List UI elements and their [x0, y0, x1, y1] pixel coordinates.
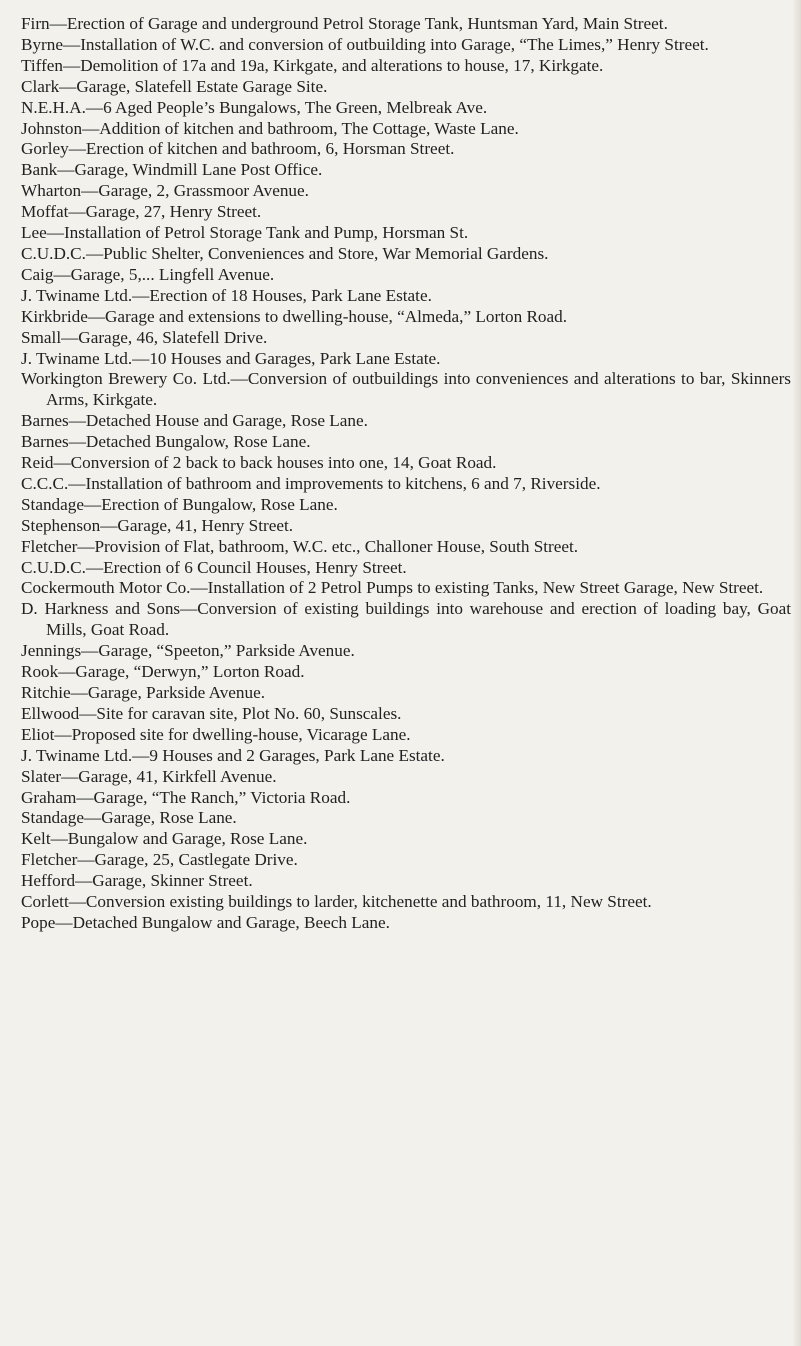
list-item: Ellwood—Site for caravan site, Plot No. 60, Sunscales. — [21, 703, 402, 723]
list-item: N.E.H.A.—6 Aged People’s Bungalows, The Green, Melbreak Ave. — [21, 97, 488, 117]
list-item: Fletcher—Garage, 25, Castlegate Drive. — [21, 850, 298, 870]
list-item: Standage—Erection of Bungalow, Rose Lane. — [21, 494, 338, 514]
list-item: Byrne—Installation of W.C. and conversion of outbuilding into Garage, “The Limes,” Henry Street. — [21, 34, 709, 54]
list-item: J. Twiname Ltd.—10 Houses and Garages, Park Lane Estate. — [21, 348, 441, 368]
list-item: Ritchie—Garage, Parkside Avenue. — [21, 683, 266, 702]
list-item: Eliot—Proposed site for dwelling-house, Vicarage Lane. — [21, 724, 411, 744]
list-item: Rook—Garage, “Derwyn,” Lorton Road. — [21, 662, 305, 682]
list-item: Johnston—Addition of kitchen and bathroom, The Cottage, Waste Lane. — [21, 118, 519, 138]
list-item: Jennings—Garage, “Speeton,” Parkside Avenue. — [21, 641, 355, 661]
list-item: Lee—Installation of Petrol Storage Tank and Pump, Horsman St. — [21, 223, 469, 243]
list-item: C.U.D.C.—Erection of 6 Council Houses, Henry Street. — [21, 557, 407, 577]
list-item: Barnes—Detached Bungalow, Rose Lane. — [21, 432, 311, 452]
list-item: C.U.D.C.—Public Shelter, Conveniences and Store, War Memorial Gardens. — [21, 243, 549, 263]
page-edge-shadow — [792, 0, 801, 1346]
list-item: Caig—Garage, 5,... Lingfell Avenue. — [21, 264, 275, 284]
list-item: Bank—Garage, Windmill Lane Post Office. — [21, 160, 323, 180]
list-item: Firn—Erection of Garage and underground Petrol Storage Tank, Huntsman Yard, Main Street. — [21, 14, 668, 33]
planning-application-list — [21, 14, 791, 934]
list-item: Clark—Garage, Slatefell Estate Garage Site. — [21, 76, 328, 96]
list-item: J. Twiname Ltd.—Erection of 18 Houses, Park Lane Estate. — [21, 285, 432, 305]
list-item: Moffat—Garage, 27, Henry Street. — [21, 202, 262, 222]
list-item: Workington Brewery Co. Ltd.—Conversion of outbuildings into conveniences and alterations to bar, Skinners Arms, Kirkgate. — [21, 369, 791, 410]
list-item: Stephenson—Garage, 41, Henry Street. — [21, 515, 294, 535]
list-item: Standage—Garage, Rose Lane. — [21, 808, 237, 828]
list-item: Graham—Garage, “The Ranch,” Victoria Road. — [21, 787, 351, 807]
list-item: Hefford—Garage, Skinner Street. — [21, 871, 253, 891]
list-item: Cockermouth Motor Co.—Installation of 2 Petrol Pumps to existing Tanks, New Street Garage, New Street. — [21, 578, 764, 598]
list-item: Wharton—Garage, 2, Grassmoor Avenue. — [21, 181, 309, 201]
list-item: Kelt—Bungalow and Garage, Rose Lane. — [21, 829, 308, 849]
list-item: Corlett—Conversion existing buildings to larder, kitchenette and bathroom, 11, New Street. — [21, 892, 652, 912]
list-item: C.C.C.—Installation of bathroom and improvements to kitchens, 6 and 7, Riverside. — [21, 473, 601, 493]
list-item: Barnes—Detached House and Garage, Rose Lane. — [21, 411, 368, 431]
list-item: D. Harkness and Sons—Conversion of existing buildings into warehouse and erection of loading bay, Goat Mills, Goat Road. — [21, 599, 791, 640]
list-item: Tiffen—Demolition of 17a and 19a, Kirkgate, and alterations to house, 17, Kirkgate. — [21, 55, 604, 75]
list-item: Reid—Conversion of 2 back to back houses into one, 14, Goat Road. — [21, 453, 497, 473]
list-item: Small—Garage, 46, Slatefell Drive. — [21, 327, 268, 347]
list-item: Gorley—Erection of kitchen and bathroom, 6, Horsman Street. — [21, 139, 455, 159]
list-item: Pope—Detached Bungalow and Garage, Beech Lane. — [21, 912, 390, 932]
list-item: Slater—Garage, 41, Kirkfell Avenue. — [21, 766, 277, 786]
list-item: Kirkbride—Garage and extensions to dwelling-house, “Almeda,” Lorton Road. — [21, 306, 568, 326]
list-item: Fletcher—Provision of Flat, bathroom, W.C. etc., Challoner House, South Street. — [21, 536, 579, 556]
list-item: J. Twiname Ltd.—9 Houses and 2 Garages, Park Lane Estate. — [21, 745, 445, 765]
